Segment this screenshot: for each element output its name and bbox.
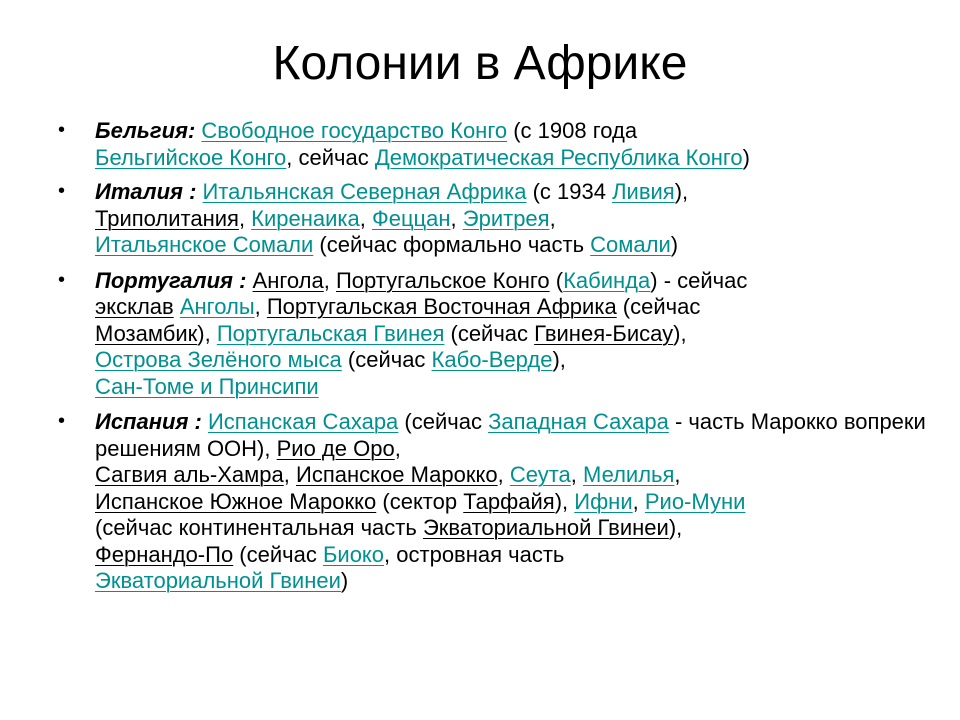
link-italian-north-africa[interactable]: Итальянская Северная Африка	[202, 179, 527, 204]
link-angola[interactable]: Ангола	[252, 267, 324, 293]
link-equatorial-guinea-gen[interactable]: Экваториальной Гвинеи	[422, 515, 669, 540]
link-bioko[interactable]: Биоко	[322, 541, 385, 567]
text: (сектор	[376, 488, 464, 514]
list-item-belgium	[58, 118, 938, 171]
text: ,	[570, 462, 583, 487]
text: ,	[450, 205, 463, 231]
text: ),	[673, 320, 687, 346]
text: ),	[674, 179, 689, 204]
text: ,	[238, 205, 252, 231]
text: (с 1934	[526, 179, 613, 204]
text: ),	[197, 320, 217, 346]
link-fezzan[interactable]: Феццан	[372, 205, 451, 231]
link-spanish-morocco[interactable]: Испанское Марокко	[296, 462, 498, 487]
link-angola-gen[interactable]: Анголы	[179, 294, 255, 319]
text: (сейчас	[398, 409, 489, 434]
link-somalia[interactable]: Сомали	[590, 232, 671, 257]
link-cabo-verde[interactable]: Кабо-Верде	[431, 347, 553, 372]
link-sao-tome[interactable]: Сан-Томе и Принсипи	[95, 373, 319, 399]
link-free-state-congo[interactable]: Свободное государство Конго	[201, 118, 508, 143]
link-portuguese-guinea[interactable]: Португальская Гвинея	[216, 320, 445, 346]
text: )	[742, 144, 750, 170]
link-libya[interactable]: Ливия	[612, 179, 675, 204]
text: ,	[632, 488, 645, 514]
text: (сейчас континентальная часть	[95, 515, 423, 540]
link-ceuta[interactable]: Сеута	[509, 462, 571, 487]
text: ),	[668, 515, 683, 540]
country-label: Испания :	[95, 409, 202, 434]
text: (сейчас	[444, 320, 535, 346]
link-fernando-po[interactable]: Фернандо-По	[95, 541, 234, 567]
link-spanish-sahara[interactable]: Испанская Сахара	[207, 409, 399, 434]
link-rio-de-oro[interactable]: Рио де Оро	[276, 435, 395, 461]
link-drc[interactable]: Демократическая Республика Конго	[374, 144, 743, 170]
link-western-sahara[interactable]: Западная Сахара	[488, 409, 669, 434]
link-italian-somaliland[interactable]: Итальянское Сомали	[95, 232, 314, 257]
text: - часть Марокко вопреки решениям ООН),	[95, 409, 926, 461]
colonies-list	[58, 118, 938, 603]
link-spanish-south-morocco[interactable]: Испанское Южное Марокко	[95, 488, 377, 514]
text: , сейчас	[286, 144, 375, 170]
text: ,	[254, 294, 267, 319]
text: ,	[323, 267, 336, 293]
link-rio-muni[interactable]: Рио-Муни	[644, 488, 746, 514]
country-label: Бельгия:	[95, 118, 196, 143]
link-cape-verde-islands[interactable]: Острова Зелёного мыса	[95, 347, 342, 372]
text: (сейчас	[233, 541, 323, 567]
slide-title: Колонии в Африке	[272, 37, 688, 90]
link-equatorial-guinea[interactable]: Экваториальной Гвинеи	[95, 568, 341, 593]
text: (сейчас формально часть	[313, 232, 591, 257]
text: ,	[549, 205, 556, 231]
text: , островная часть	[384, 541, 565, 567]
link-portuguese-east-africa[interactable]: Португальская Восточная Африка	[266, 294, 617, 319]
text: ,	[497, 462, 510, 487]
country-label: Португалия :	[95, 267, 247, 293]
text: )	[340, 568, 349, 593]
text: ,	[394, 435, 401, 461]
text: ,	[283, 462, 296, 487]
list-item-portugal	[58, 268, 938, 401]
country-label: Италия :	[95, 179, 197, 204]
bullet-icon: •	[58, 410, 66, 432]
text: )	[670, 232, 679, 257]
text: (сейчас	[341, 347, 432, 372]
text: (сейчас	[616, 294, 701, 319]
link-exclave[interactable]: эксклав	[95, 294, 174, 319]
link-cabinda[interactable]: Кабинда	[563, 267, 651, 293]
bullet-icon: •	[58, 119, 66, 141]
link-guinea-bissau[interactable]: Гвинея-Бисау	[534, 320, 674, 346]
text: ,	[674, 462, 681, 487]
text: (с 1908 года	[507, 118, 638, 143]
link-saguia-el-hamra[interactable]: Сагвия аль-Хамра	[95, 462, 284, 487]
link-tarfaya[interactable]: Тарфайя	[463, 488, 555, 514]
link-mozambique[interactable]: Мозамбик	[95, 320, 198, 346]
text: ),	[554, 488, 575, 514]
text: ,	[359, 205, 372, 231]
bullet-icon: •	[58, 268, 66, 291]
link-melilla[interactable]: Мелилья	[583, 462, 675, 487]
text: (	[549, 267, 564, 293]
text: ) - сейчас	[650, 267, 748, 293]
link-ifni[interactable]: Ифни	[574, 488, 633, 514]
link-portuguese-congo[interactable]: Португальское Конго	[335, 267, 550, 293]
link-cyrenaica[interactable]: Киренаика	[251, 205, 360, 231]
link-tripolitania[interactable]: Триполитания	[95, 205, 239, 231]
link-eritrea[interactable]: Эритрея	[462, 205, 550, 231]
bullet-icon: •	[58, 180, 66, 202]
text: ),	[552, 347, 566, 372]
list-item-italy	[58, 179, 938, 259]
list-item-spain	[58, 409, 938, 595]
link-belgian-congo[interactable]: Бельгийское Конго	[95, 144, 287, 170]
